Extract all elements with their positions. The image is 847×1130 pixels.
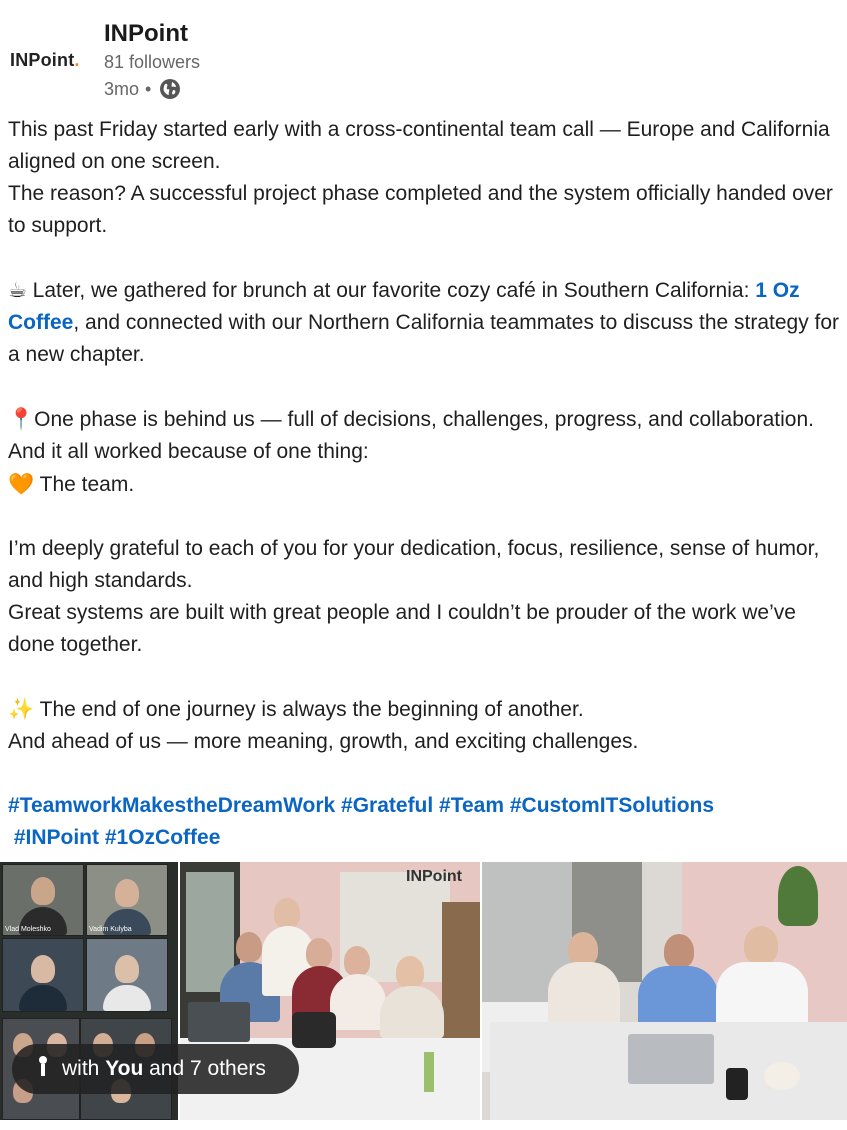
post-body bbox=[8, 114, 840, 854]
paragraph: And ahead of us — more meaning, growth, and exciting challenges. bbox=[8, 730, 639, 753]
hashtags[interactable]: #INPoint #1OzCoffee bbox=[8, 826, 221, 849]
paragraph: Great systems are built with great people and I couldn’t be prouder of the work we’ve done together. bbox=[8, 601, 796, 656]
heart-icon: 🧡 bbox=[8, 472, 35, 496]
wall-logo: INPoint bbox=[406, 868, 462, 885]
tagged-people-label: with You and 7 others bbox=[62, 1057, 266, 1080]
paragraph: The reason? A successful project phase completed and the system officially handed over to support. bbox=[8, 182, 833, 237]
author-name[interactable]: INPoint bbox=[104, 20, 188, 47]
person-tag-icon bbox=[32, 1052, 54, 1086]
call-participant-name: Vadim Kulyba bbox=[89, 926, 132, 933]
paragraph: ✨ The end of one journey is always the beginning of another. bbox=[8, 697, 584, 721]
coffee-icon: ☕ bbox=[8, 278, 27, 302]
followers-count: 81 followers bbox=[104, 52, 201, 72]
tagged-people-button[interactable] bbox=[12, 1044, 299, 1094]
post-time: 3mo bbox=[104, 78, 140, 99]
company-logo[interactable]: INPoint. bbox=[10, 50, 80, 70]
paragraph: I’m deeply grateful to each of you for your dedication, focus, resilience, sense of humor, and high standards. bbox=[8, 537, 820, 592]
globe-icon bbox=[159, 78, 181, 100]
photo-cafe-meeting[interactable] bbox=[482, 862, 847, 1120]
post-header bbox=[0, 0, 847, 110]
mention-link[interactable]: 1 Oz Coffee bbox=[8, 279, 800, 334]
paragraph: This past Friday started early with a cross-continental team call — Europe and California aligned on one screen. bbox=[8, 118, 830, 173]
hashtags[interactable]: #TeamworkMakestheDreamWork #Grateful #Team #CustomITSolutions bbox=[8, 794, 715, 817]
paragraph: 🧡 The team. bbox=[8, 472, 135, 496]
pin-icon: 📍 bbox=[8, 407, 35, 431]
call-participant-name: Vlad Moleshko bbox=[5, 926, 51, 933]
sparkles-icon: ✨ bbox=[8, 697, 35, 721]
meta-separator: • bbox=[145, 78, 152, 99]
post-meta bbox=[104, 78, 181, 100]
paragraph: ☕ Later, we gathered for brunch at our favorite cozy café in Southern California: 1 Oz Coffee, and connected with our Northern California teammates to discuss the strategy for a new chapter. bbox=[8, 278, 840, 366]
paragraph: 📍One phase is behind us — full of decisions, challenges, progress, and collaboration. And it all worked because of one thing: bbox=[8, 407, 814, 463]
